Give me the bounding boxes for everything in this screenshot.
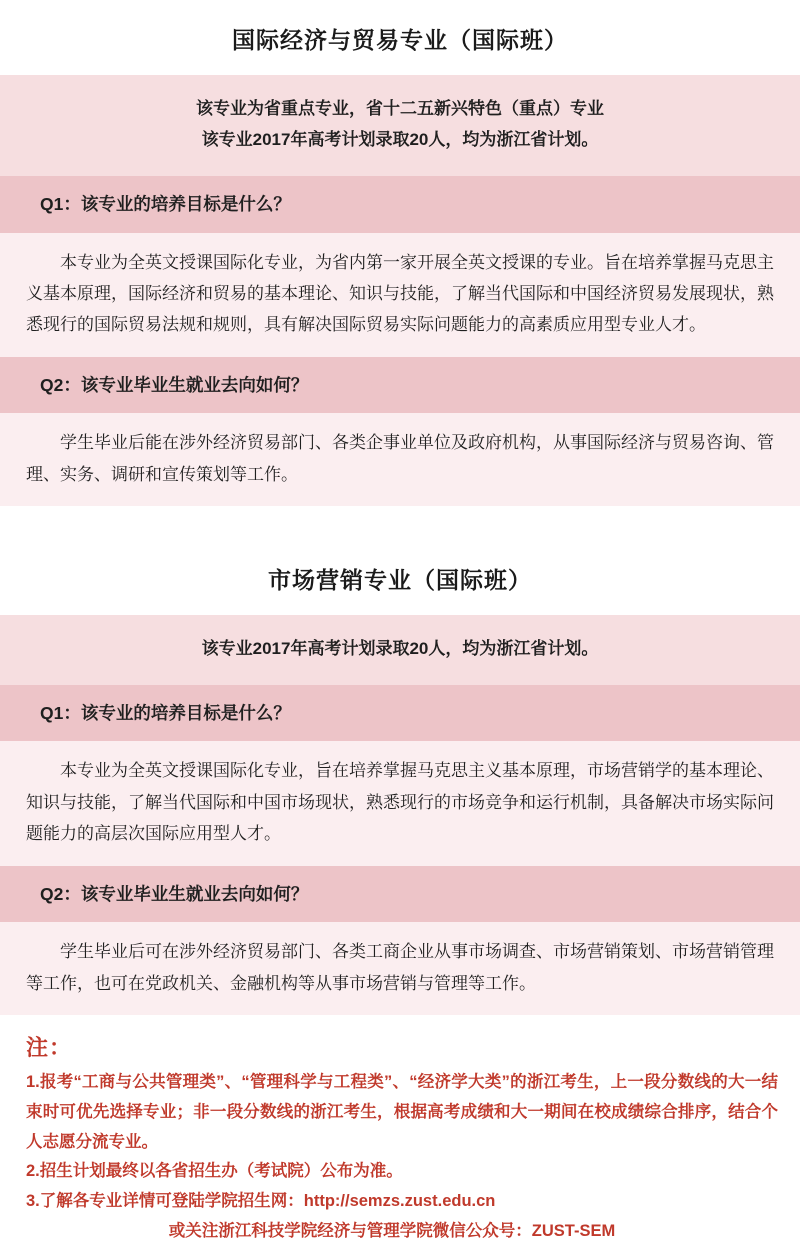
note-item-3[interactable]: 3.了解各专业详情可登陆学院招生网：http://semzs.zust.edu.cn [26,1191,496,1210]
section-divider [0,506,800,540]
question-1-2: Q2：该专业毕业生就业去向如何？ [0,357,800,414]
notes-section [0,1015,800,1256]
note-wechat-account: 或关注浙江科技学院经济与管理学院微信公众号：ZUST-SEM [168,1221,616,1240]
answer-2-1 [0,741,800,865]
note-item-1: 1.报考“工商与公共管理类”、“管理科学与工程类”、“经济学大类”的浙江考生，上一段分数线的大一结束时可优先选择专业；非一段分数线的浙江考生，根据高考成绩和大一期间在校成绩综合排序，结合个人志愿分流专业。 [26,1073,778,1151]
answer-1-2 [0,413,800,506]
program-intro-2 [0,615,800,684]
answer-text: 学生毕业后可在涉外经济贸易部门、各类工商企业从事市场调查、市场营销策划、市场营销管理等工作，也可在党政机关、金融机构等从事市场营销与管理等工作。 [26,942,774,993]
question-2-2: Q2：该专业毕业生就业去向如何？ [0,866,800,923]
intro-line: 该专业2017年高考计划录取20人，均为浙江省计划。 [201,130,599,150]
answer-2-2 [0,922,800,1015]
intro-line: 该专业2017年高考计划录取20人，均为浙江省计划。 [201,639,599,659]
program-title-1: 国际经济与贸易专业（国际班） [232,27,568,53]
answer-text: 本专业为全英文授课国际化专业，为省内第一家开展全英文授课的专业。旨在培养掌握马克思主义基本原理，国际经济和贸易的基本理论、知识与技能，了解当代国际和中国经济贸易发展现状，熟悉现行的国际贸易法规和规则，具有解决国际贸易实际问题能力的高素质应用型专业人才。 [26,252,774,335]
question-2-1: Q1：该专业的培养目标是什么？ [0,685,800,742]
notes-title: 注： [26,1035,73,1061]
intro-line: 该专业为省重点专业，省十二五新兴特色（重点）专业 [196,99,604,118]
question-1-1: Q1：该专业的培养目标是什么？ [0,176,800,233]
answer-text: 学生毕业后能在涉外经济贸易部门、各类企事业单位及政府机构，从事国际经济与贸易咨询、管理、实务、调研和宣传策划等工作。 [26,433,774,484]
program-title-2: 市场营销专业（国际班） [268,567,532,594]
note-item-2: 2.招生计划最终以各省招生办（考试院）公布为准。 [26,1162,403,1181]
answer-text: 本专业为全英文授课国际化专业，旨在培养掌握马克思主义基本原理，市场营销学的基本理论、知识与技能，了解当代国际和中国市场现状，熟悉现行的市场竞争和运行机制，具备解决市场实际问题能力的高层次国际应用型人才。 [26,761,774,844]
answer-1-1 [0,233,800,357]
program-intro-1 [0,75,800,176]
